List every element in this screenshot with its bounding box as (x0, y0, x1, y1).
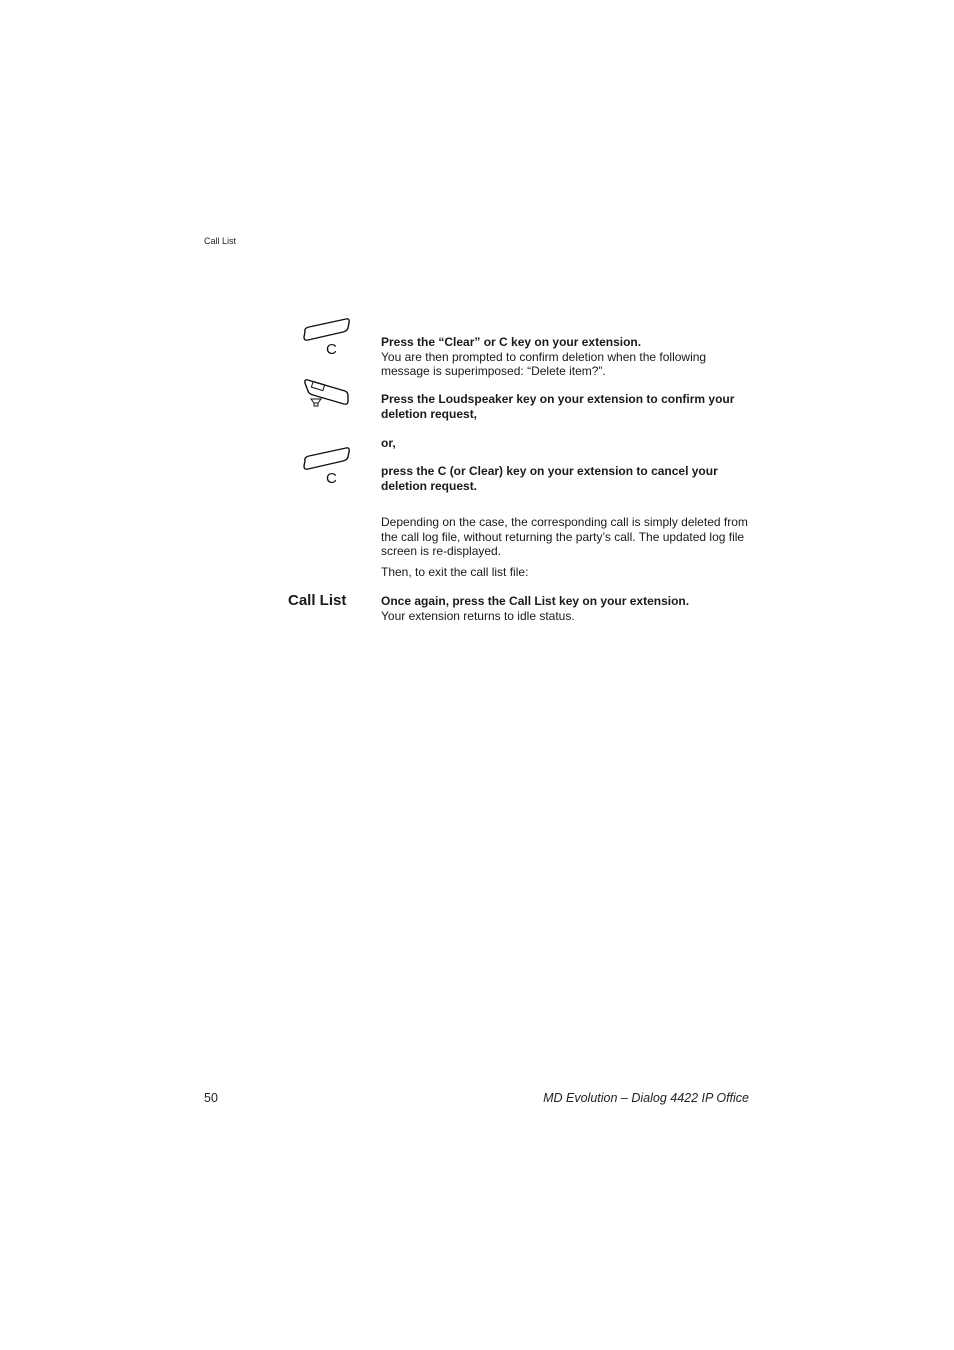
or-text: or, (381, 436, 396, 450)
step-3-instruction: press the C (or Clear) key on your extension to cancel your deletion request. (381, 464, 718, 493)
page-number: 50 (204, 1091, 218, 1105)
running-header: Call List (204, 236, 237, 246)
speaker-icon (311, 399, 321, 406)
clear-key-2-letter: C (326, 470, 337, 487)
step-4 (381, 594, 753, 623)
document-title: MD Evolution – Dialog 4422 IP Office (543, 1091, 749, 1105)
step-1-instruction: Press the “Clear” or C key on your extension. (381, 335, 642, 349)
exit-paragraph: Then, to exit the call list file: (381, 565, 529, 579)
step-1 (381, 335, 753, 379)
step-4-description: Your extension returns to idle status. (381, 608, 575, 623)
call-list-key-label: Call List (288, 592, 347, 609)
clear-key-letter: C (326, 341, 337, 358)
loudspeaker-key-icon (300, 372, 352, 414)
step-2-instruction: Press the Loudspeaker key on your extension to confirm your deletion request, (381, 392, 735, 421)
result-paragraph: Depending on the case, the corresponding call is simply deleted from the call log file, without returning the party’s call. The updated log file screen is re-displayed. (381, 515, 748, 558)
step-1-description: You are then prompted to confirm deletion when the following message is superimposed: “Delete item?”. (381, 349, 707, 378)
step-4-instruction: Once again, press the Call List key on your extension. (381, 594, 690, 608)
